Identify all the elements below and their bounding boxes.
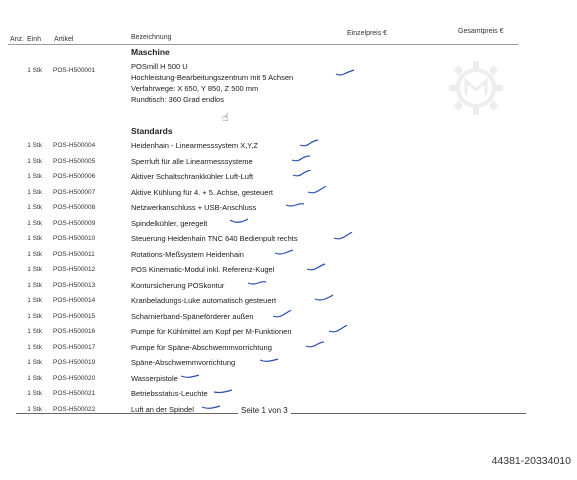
row-article: POS-H500014 (53, 297, 96, 304)
maschine-line: POSmill H 500 U (131, 62, 188, 71)
row-description: Aktiver Schaltschrankkühler Luft-Luft (131, 172, 254, 181)
row-article: POS-H500011 (53, 250, 95, 258)
row-description: Steuerung Heidenhain TNC 640 Bedienpult rechts (131, 234, 298, 243)
row-description: Kontursicherung POSkontur (131, 280, 225, 290)
section-heading-maschine: Maschine (131, 47, 170, 57)
row-description: Heidenhain - Linearmesssystem X,Y,Z (131, 141, 259, 150)
checkmark-icon (291, 155, 311, 164)
hand-cursor-icon: ☝ (222, 112, 229, 124)
row-article: POS-H500017 (53, 343, 96, 351)
maschine-line: Rundtisch: 360 Grad endlos (131, 95, 224, 104)
checkmark-icon (274, 248, 294, 257)
row-qty: 1 Stk (27, 390, 42, 397)
header-anz: Anz. (10, 36, 25, 43)
row-description: POS Kinematic-Modul inkl. Referenz-Kugel (131, 265, 275, 274)
maschine-line: Verfahrwege: X 650, Y 850, Z 500 mm (131, 84, 259, 93)
header-artikel: Artikel (54, 36, 74, 43)
row-qty: 1 Stk (27, 312, 42, 320)
row-qty: 1 Stk (27, 157, 42, 165)
row-qty: 1 Stk (27, 235, 42, 242)
row-description: Wasserpistole (131, 373, 178, 383)
row-description: Rotations-Meßsystem Heidenhain (131, 249, 244, 259)
gear-watermark-icon (445, 57, 507, 119)
row-qty: 1 Stk (27, 173, 42, 180)
header-einzelpreis: Einzelpreis € (347, 30, 388, 37)
row-description: Pumpe für Kühlmittel am Kopf per M-Funktionen (131, 327, 292, 336)
row-article: POS-H500016 (53, 328, 96, 335)
checkmark-icon (285, 201, 305, 210)
checkmark-icon (305, 341, 325, 350)
header-divider (8, 44, 518, 45)
header-bezeichnung: Bezeichnung (131, 34, 172, 41)
checkmark-icon (292, 170, 312, 179)
section-heading-standards: Standards (131, 126, 173, 136)
page-number: Seite 1 von 3 (238, 406, 291, 415)
maschine-article: POS-H500001 (53, 67, 96, 74)
checkmark-icon (306, 263, 326, 272)
checkmark-icon (307, 186, 327, 195)
row-qty: 1 Stk (27, 359, 42, 366)
checkmark-icon (213, 387, 233, 396)
checkmark-icon (229, 217, 249, 226)
row-article: POS-H500007 (53, 188, 96, 196)
row-article: POS-H500012 (53, 266, 96, 273)
checkmark-icon (272, 310, 292, 319)
row-qty: 1 Stk (27, 142, 42, 149)
row-description: Sperrluft für alle Linearmesssysteme (131, 156, 253, 166)
checkmark-icon (201, 403, 221, 412)
row-description: Spindelkühler, geregelt (131, 218, 208, 228)
row-article: POS-H500010 (53, 235, 96, 242)
row-description: Luft an der Spindel (131, 404, 194, 414)
row-description: Netzwerkanschluss + USB-Anschluss (131, 203, 257, 212)
maschine-line: Hochleistung-Bearbeitungszentrum mit 5 Achsen (131, 73, 294, 82)
row-description: Betriebsstatus-Leuchte (131, 389, 208, 398)
row-description: Späne-Abschwemmvorrichtung (131, 358, 236, 367)
row-qty: 1 Stk (27, 281, 42, 289)
row-article: POS-H500021 (53, 390, 96, 397)
row-article: POS-H500013 (53, 281, 96, 289)
row-article: POS-H500008 (53, 204, 96, 211)
row-article: POS-H500006 (53, 173, 96, 180)
checkmark-icon (180, 372, 200, 381)
row-description: Pumpe für Späne-Abschwemmvorrichtung (131, 342, 272, 352)
checkmark-icon (299, 139, 319, 148)
row-qty: 1 Stk (27, 297, 42, 304)
header-gesamtpreis: Gesamtpreis € (458, 28, 504, 35)
row-description: Scharnierband-Späneförderer außen (131, 311, 254, 321)
row-qty: 1 Stk (27, 328, 42, 335)
row-qty: 1 Stk (27, 188, 42, 196)
row-qty: 1 Stk (27, 266, 42, 273)
row-article: POS-H500020 (53, 374, 96, 382)
row-qty: 1 Stk (27, 343, 42, 351)
checkmark-icon (333, 232, 353, 241)
row-description: Kranbeladungs-Luke automatisch gesteuert (131, 296, 277, 305)
checkmark-icon (335, 69, 355, 77)
checkmark-icon (314, 294, 334, 303)
maschine-qty: 1 Stk (27, 67, 42, 74)
row-article: POS-H500005 (53, 157, 96, 165)
checkmark-icon (328, 325, 348, 334)
row-article: POS-H500015 (53, 312, 96, 320)
row-qty: 1 Stk (27, 204, 42, 211)
listing-id: 44381-20334010 (491, 455, 571, 467)
row-qty: 1 Stk (27, 374, 42, 382)
row-qty: 1 Stk (27, 405, 42, 413)
header-einh: Einh (27, 36, 42, 43)
row-description: Aktive Kühlung für 4. + 5. Achse, gesteuert (131, 187, 273, 197)
checkmark-icon (247, 279, 267, 288)
row-article: POS-H500004 (53, 142, 96, 149)
checkmark-icon (259, 356, 279, 365)
row-article: POS-H500022 (53, 405, 96, 413)
row-article: POS-H500009 (53, 219, 96, 227)
row-article: POS-H500019 (53, 359, 96, 366)
row-qty: 1 Stk (27, 250, 42, 258)
row-qty: 1 Stk (27, 219, 42, 227)
